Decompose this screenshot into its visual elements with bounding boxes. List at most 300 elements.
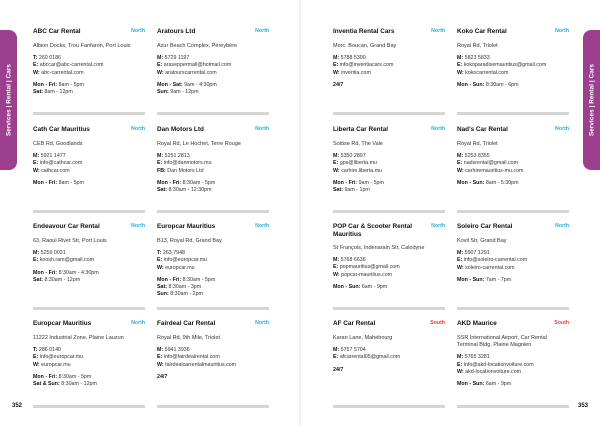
listing-card <box>333 126 445 194</box>
opening-hours <box>333 180 445 194</box>
contact-value: koosh.ram@gmail.com <box>38 257 95 264</box>
address: Azur Beach Complex, Péreybère <box>157 43 238 49</box>
opening-hours <box>333 367 445 374</box>
listing-card <box>157 28 269 96</box>
listing-card <box>333 28 445 89</box>
listing-card <box>457 28 569 89</box>
contact-key: M: <box>457 55 464 62</box>
contact-key: W: <box>157 264 164 271</box>
contact-value: 5350 2897 <box>339 153 366 160</box>
contact-line[interactable] <box>33 160 145 167</box>
contact-block <box>333 55 445 77</box>
contact-value: afcarrental05@gmail.com <box>338 354 401 361</box>
contact-value: 5768 6636 <box>339 257 366 264</box>
contact-line[interactable] <box>157 168 269 175</box>
contact-value: 5729 1197 <box>163 55 190 62</box>
card-header <box>157 223 269 237</box>
opening-hours <box>157 374 269 381</box>
card-header <box>157 28 269 42</box>
contact-key: M: <box>333 55 340 62</box>
contact-block <box>457 153 569 175</box>
hours-line <box>33 180 145 187</box>
contact-block <box>333 347 445 361</box>
contact-line[interactable] <box>457 250 569 257</box>
region-badge: South <box>430 320 445 326</box>
card-divider <box>457 405 569 408</box>
hours-line <box>157 180 269 187</box>
hours-days: Mon - Fri: <box>157 276 182 283</box>
contact-value: abccar@abc-carrental.com <box>38 62 104 69</box>
contact-block <box>457 55 569 77</box>
contact-key: E: <box>157 257 163 264</box>
contact-key: W: <box>457 368 464 375</box>
contact-line[interactable] <box>457 153 569 160</box>
company-name: Koko Car Rental <box>457 28 507 35</box>
hours-days: Mon - Fri: <box>33 81 58 88</box>
section-tab-label: Services | Rental | Cars <box>588 63 595 137</box>
opening-hours <box>457 381 569 388</box>
contact-line[interactable] <box>33 153 145 160</box>
contact-value: info@soleiro-carrental.com <box>462 257 528 264</box>
card-header <box>457 28 569 42</box>
contact-value: Dan Motors Ltd <box>165 167 204 174</box>
hours-time: 8:30am - 4:30pm <box>57 269 99 276</box>
contact-key: T: <box>157 250 162 257</box>
page-number-right: 353 <box>577 403 588 409</box>
company-name: AF Car Rental <box>333 320 376 327</box>
contact-key: M: <box>33 250 40 257</box>
hours-time: 8:30am - 6pm <box>484 81 519 88</box>
contact-line[interactable] <box>333 347 445 354</box>
address: Royal Rd, 9th Mile, Triolet <box>157 335 220 341</box>
contact-key: M: <box>333 153 340 160</box>
card-divider <box>333 112 445 115</box>
card-header <box>457 223 569 237</box>
company-name: AKD Maurice <box>457 320 497 327</box>
contact-value: 260 0186 <box>37 55 61 62</box>
contact-key: M: <box>157 347 164 354</box>
hours-line <box>333 187 445 194</box>
listing-card <box>33 223 145 284</box>
hours-line <box>157 284 269 291</box>
hours-time: 9am - 12pm <box>168 89 199 96</box>
contact-line[interactable] <box>457 168 569 175</box>
company-name: Inventia Rental Cars <box>333 28 395 35</box>
contact-key: E: <box>33 257 39 264</box>
contact-line[interactable] <box>457 55 569 62</box>
contact-key: M: <box>33 153 40 160</box>
hours-days: Sat & Sun: <box>33 381 60 388</box>
card-divider <box>157 210 269 213</box>
region-badge: North <box>131 28 145 34</box>
contact-value: nadsrental@gmail.com <box>462 160 519 167</box>
contact-value: 5921 1477 <box>39 153 66 160</box>
company-name: Aratours Ltd <box>157 28 196 35</box>
address: St François, Indenarain Str, Calodyne <box>333 245 425 251</box>
contact-key: E: <box>457 62 463 69</box>
contact-line[interactable] <box>33 347 145 354</box>
contact-key: M: <box>333 347 340 354</box>
contact-key: E: <box>157 160 163 167</box>
contact-line[interactable] <box>33 62 145 69</box>
card-divider <box>333 405 445 408</box>
contact-block <box>33 250 145 264</box>
contact-line[interactable] <box>33 362 145 369</box>
contact-key: W: <box>157 361 164 368</box>
contact-line[interactable] <box>157 55 269 62</box>
hours-days: Mon - Sun: <box>457 179 485 186</box>
contact-block <box>333 257 445 279</box>
listing-card <box>157 223 269 298</box>
contact-line[interactable] <box>157 70 269 77</box>
contact-key: M: <box>457 250 464 257</box>
contact-line[interactable] <box>33 354 145 361</box>
region-badge: North <box>131 223 145 229</box>
hours-time: 8:30am - 12pm <box>59 381 97 388</box>
contact-line[interactable] <box>333 168 445 175</box>
hours-line <box>33 89 145 96</box>
hours-line <box>33 374 145 381</box>
region-badge: North <box>255 223 269 229</box>
hours-time: 8:30am - 5pm <box>57 373 92 380</box>
company-name: POP Car & Scooter Rental Mauritius <box>333 223 413 238</box>
contact-key: W: <box>33 167 40 174</box>
region-badge: North <box>131 126 145 132</box>
contact-key: M: <box>157 153 164 160</box>
opening-hours <box>457 180 569 187</box>
contact-value: info@fairdealrental.com <box>162 354 220 361</box>
company-name: Nad's Car Rental <box>457 126 508 133</box>
contact-block <box>33 347 145 369</box>
hours-time: 8:30am - 2pm <box>168 291 203 298</box>
contact-value: 5941 3936 <box>163 347 190 354</box>
contact-key: M: <box>333 257 340 264</box>
card-header <box>333 28 445 42</box>
card-divider <box>157 112 269 115</box>
card-divider <box>33 112 145 115</box>
contact-block <box>457 354 569 376</box>
contact-line[interactable] <box>157 354 269 361</box>
contact-line[interactable] <box>157 347 269 354</box>
listing-card <box>33 126 145 187</box>
company-name: ABC Car Rental <box>33 28 81 35</box>
card-header <box>33 320 145 334</box>
card-header <box>33 223 145 237</box>
contact-line[interactable] <box>333 55 445 62</box>
address: Kovil Str, Grand Bay <box>457 238 507 244</box>
card-divider <box>157 307 269 310</box>
card-divider <box>457 112 569 115</box>
hours-time: 9am - 1pm <box>343 187 370 194</box>
contact-value: 263 7948 <box>161 250 185 257</box>
hours-line <box>333 82 445 89</box>
opening-hours <box>333 82 445 89</box>
contact-line[interactable] <box>457 62 569 69</box>
contact-key: M: <box>457 354 464 361</box>
listing-card <box>157 320 269 381</box>
contact-key: W: <box>333 69 340 76</box>
contact-line[interactable] <box>333 264 445 271</box>
contact-block <box>157 250 269 272</box>
hours-line <box>457 180 569 187</box>
contact-line[interactable] <box>333 272 445 279</box>
contact-value: info@inventiacars.com <box>338 62 394 69</box>
region-badge: North <box>555 126 569 132</box>
contact-value: aratourscarrental.com <box>163 69 217 76</box>
section-tab-left <box>0 30 17 170</box>
address: Sottise Rd, The Vale <box>333 141 383 147</box>
contact-value: 5253 8355 <box>463 153 490 160</box>
opening-hours <box>33 180 145 187</box>
hours-line <box>33 82 145 89</box>
contact-line[interactable] <box>333 70 445 77</box>
hours-line <box>33 270 145 277</box>
card-header <box>333 126 445 140</box>
contact-value: 286 0140 <box>37 347 61 354</box>
contact-line[interactable] <box>333 257 445 264</box>
contact-line[interactable] <box>457 369 569 376</box>
card-header <box>333 320 445 334</box>
contact-value: carhiremauritius-mu.com <box>463 167 524 174</box>
hours-days: Mon - Fri: <box>33 373 58 380</box>
address: Royal Rd, Triolet <box>457 141 498 147</box>
contact-key: E: <box>33 62 39 69</box>
contact-line[interactable] <box>157 257 269 264</box>
hours-days: Mon - Fri: <box>157 179 182 186</box>
hours-time: 8am - 5pm <box>57 179 84 186</box>
contact-line[interactable] <box>333 62 445 69</box>
contact-value: inventia.com <box>339 69 371 76</box>
contact-line[interactable] <box>333 153 445 160</box>
contact-value: 5251 2813 <box>163 153 190 160</box>
address: 11222 Industrial Zone, Plaine Lauzun <box>33 335 124 341</box>
contact-value: soleiro-carrental.com <box>463 264 515 271</box>
opening-hours <box>457 82 569 89</box>
contact-value: gps@liberta.mu <box>338 160 377 167</box>
contact-value: akd-locationvoiture.com <box>463 368 522 375</box>
contact-line[interactable] <box>457 354 569 361</box>
hours-days: 24/7 <box>333 366 344 373</box>
card-divider <box>457 307 569 310</box>
region-badge: South <box>554 320 569 326</box>
listing-card <box>33 320 145 388</box>
address: 63, Raoul Rivet Str, Port Louis <box>33 238 107 244</box>
contact-key: M: <box>157 55 164 62</box>
contact-value: info@europcar.mu <box>38 354 84 361</box>
opening-hours <box>457 277 569 284</box>
region-badge: North <box>431 223 445 229</box>
hours-line <box>157 277 269 284</box>
card-divider <box>33 405 145 408</box>
hours-time: 8:30am - 5pm <box>181 276 216 283</box>
hours-time: 8am - 5pm <box>57 81 84 88</box>
hours-line <box>157 291 269 298</box>
contact-line[interactable] <box>157 265 269 272</box>
contact-block <box>33 153 145 175</box>
contact-value: 5823 5833 <box>463 55 490 62</box>
listing-card <box>157 126 269 194</box>
contact-value: araseppermall@hotmail.com <box>162 62 232 69</box>
region-badge: North <box>255 320 269 326</box>
hours-days: Mon - Fri: <box>33 179 58 186</box>
contact-key: E: <box>457 257 463 264</box>
page-number-left: 352 <box>12 403 23 409</box>
address: Morc. Boucan, Grand Bay <box>333 43 397 49</box>
card-header <box>157 320 269 334</box>
contact-value: 5907 1291 <box>463 250 490 257</box>
hours-time: 8:30am - 12:30pm <box>167 187 212 194</box>
hours-line <box>157 374 269 381</box>
company-name: Endeavour Car Rental <box>33 223 100 230</box>
contact-block <box>333 153 445 175</box>
contact-line[interactable] <box>157 153 269 160</box>
contact-key: E: <box>157 62 163 69</box>
company-name: Fairdeal Car Rental <box>157 320 216 327</box>
contact-value: kokoparadisemauritius@gmail.com <box>462 62 547 69</box>
contact-key: E: <box>157 354 163 361</box>
contact-key: FB: <box>157 167 166 174</box>
contact-line[interactable] <box>33 257 145 264</box>
hours-days: Sat: <box>33 276 44 283</box>
contact-key: E: <box>333 62 339 69</box>
hours-line <box>157 187 269 194</box>
listing-card <box>457 320 569 388</box>
page-gutter <box>299 0 301 425</box>
contact-line[interactable] <box>333 160 445 167</box>
contact-line[interactable] <box>333 354 445 361</box>
region-badge: North <box>255 28 269 34</box>
hours-days: Sun: <box>157 291 169 298</box>
company-name: Europcar Mauritius <box>33 320 92 327</box>
hours-time: 8am - 5:30pm <box>484 179 519 186</box>
contact-key: E: <box>333 354 339 361</box>
contact-line[interactable] <box>33 168 145 175</box>
contact-line[interactable] <box>33 55 145 62</box>
contact-line[interactable] <box>157 62 269 69</box>
contact-value: popcar-mauritius.com <box>339 271 393 278</box>
opening-hours <box>33 270 145 284</box>
hours-line <box>157 89 269 96</box>
contact-block <box>157 153 269 175</box>
opening-hours <box>333 284 445 291</box>
hours-time: 9am - 4:30pm <box>182 81 217 88</box>
contact-line[interactable] <box>157 250 269 257</box>
hours-time: 6am - 9pm <box>484 381 512 388</box>
hours-time: 7am - 7pm <box>484 276 512 283</box>
address: Royal Rd, Triolet <box>457 43 498 49</box>
contact-line[interactable] <box>457 257 569 264</box>
section-tab-right <box>583 30 600 170</box>
contact-key: W: <box>333 271 340 278</box>
card-header <box>457 320 569 334</box>
contact-value: 5259 0031 <box>39 250 66 257</box>
contact-key: W: <box>333 167 340 174</box>
card-divider <box>333 210 445 213</box>
contact-key: T: <box>33 55 38 62</box>
company-name: Liberta Car Rental <box>333 126 389 133</box>
contact-line[interactable] <box>457 160 569 167</box>
region-badge: North <box>255 126 269 132</box>
contact-key: W: <box>33 361 40 368</box>
contact-block <box>157 55 269 77</box>
company-name: Dan Motors Ltd <box>157 126 204 133</box>
hours-days: Mon - Sat: <box>157 81 183 88</box>
address: Albion Docks, Trou Fanfaron, Port Louis <box>33 43 131 49</box>
card-header <box>457 126 569 140</box>
contact-key: W: <box>457 69 464 76</box>
hours-days: Mon - Fri: <box>333 179 358 186</box>
opening-hours <box>157 277 269 299</box>
hours-days: Mon - Sun: <box>333 283 361 290</box>
contact-value: 5788 5300 <box>339 55 366 62</box>
contact-line[interactable] <box>33 70 145 77</box>
hours-line <box>333 180 445 187</box>
hours-time: 9am - 5pm <box>357 179 384 186</box>
hours-days: 24/7 <box>157 373 168 380</box>
company-name: Soleiro Car Rental <box>457 223 513 230</box>
contact-key: W: <box>33 69 40 76</box>
hours-line <box>333 367 445 374</box>
hours-days: Mon - Sun: <box>457 276 485 283</box>
hours-line <box>457 82 569 89</box>
section-tab-label: Services | Rental | Cars <box>5 63 12 137</box>
listing-card <box>333 223 445 291</box>
contact-key: W: <box>457 264 464 271</box>
hours-line <box>33 277 145 284</box>
hours-days: Sat: <box>157 284 168 291</box>
card-header <box>33 126 145 140</box>
hours-line <box>457 381 569 388</box>
card-divider <box>157 405 269 408</box>
hours-time: 8:30am - 3pm <box>167 284 202 291</box>
contact-line[interactable] <box>457 70 569 77</box>
contact-block <box>457 250 569 272</box>
contact-key: W: <box>157 69 164 76</box>
contact-line[interactable] <box>157 362 269 369</box>
opening-hours <box>157 82 269 96</box>
contact-key: W: <box>457 167 464 174</box>
company-name: Cath Car Mauritius <box>33 126 90 133</box>
contact-value: popmauritius@gmail.com <box>338 264 400 271</box>
contact-key: E: <box>457 361 463 368</box>
contact-line[interactable] <box>157 160 269 167</box>
hours-line <box>333 284 445 291</box>
contact-value: info@akd-locationvoiture.com <box>462 361 534 368</box>
contact-key: E: <box>333 264 339 271</box>
contact-value: info@danmotors.mu <box>162 160 212 167</box>
hours-days: Sat: <box>333 187 344 194</box>
contact-value: europcar.mu <box>163 264 195 271</box>
card-header <box>33 28 145 42</box>
contact-line[interactable] <box>457 265 569 272</box>
opening-hours <box>33 374 145 388</box>
card-header <box>157 126 269 140</box>
card-divider <box>333 307 445 310</box>
contact-line[interactable] <box>33 250 145 257</box>
hours-time: 6am - 9pm <box>360 283 388 290</box>
contact-key: E: <box>333 160 339 167</box>
hours-days: Sat: <box>157 187 168 194</box>
contact-line[interactable] <box>457 362 569 369</box>
hours-days: Sat: <box>33 89 44 96</box>
region-badge: North <box>555 223 569 229</box>
hours-time: 8:30am - 12pm <box>43 276 81 283</box>
address: SSR International Airport, Car Rental Terminal Bldg, Plaine Magnien <box>457 335 547 349</box>
contact-block <box>33 55 145 77</box>
contact-value: abc-carrental.com <box>39 69 84 76</box>
contact-value: carhire.liberta.mu <box>339 167 383 174</box>
region-badge: North <box>431 126 445 132</box>
